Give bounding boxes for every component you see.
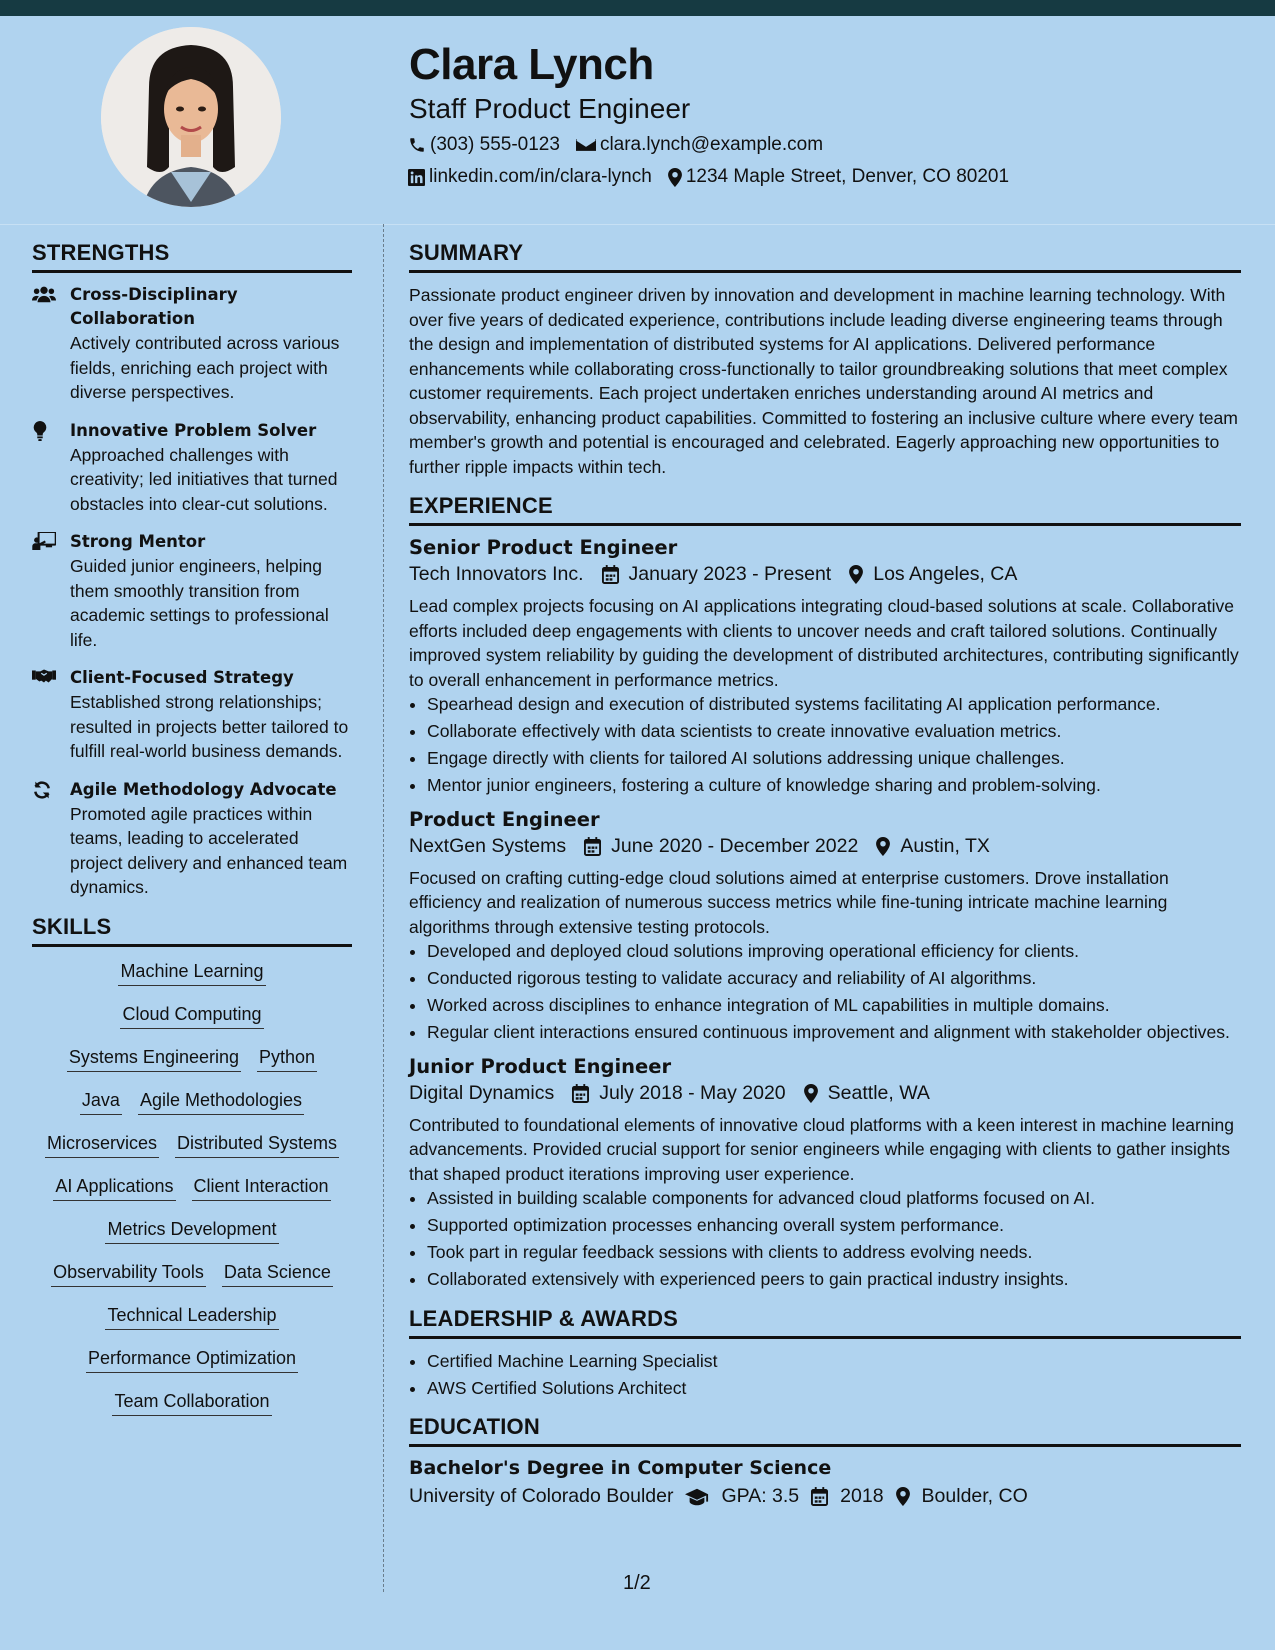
calendar-icon [572, 1084, 589, 1103]
map-pin-icon [849, 565, 863, 584]
skill-tag: Python [257, 1047, 317, 1072]
calendar-icon [811, 1487, 828, 1506]
candidate-title: Staff Product Engineer [409, 93, 691, 124]
job-bullet: • Mentor junior engineers, fostering a culture of knowledge sharing and problem-solving. [427, 773, 1241, 798]
strength-title: Strong Mentor [70, 532, 206, 551]
job-dates: June 2020 - December 2022 [611, 834, 859, 857]
graduation-cap-icon [685, 1488, 709, 1506]
skill-tag: AI Applications [53, 1176, 175, 1201]
skill-tag: Cloud Computing [120, 1004, 263, 1029]
skill-tag: Team Collaboration [112, 1391, 271, 1416]
job-entry [409, 808, 1241, 1045]
teacher-icon [32, 532, 56, 550]
profile-photo [101, 27, 281, 207]
school-name: University of Colorado Boulder [409, 1485, 674, 1507]
skill-tag: Java [80, 1090, 122, 1115]
awards-list [409, 1349, 1241, 1401]
strength-title: Cross-Disciplinary Collaboration [70, 285, 238, 328]
skill-tag: Machine Learning [118, 961, 265, 986]
job-description: Lead complex projects focusing on AI applications integrating cloud-based solutions at scale. Collaborative efforts included deep engagements with clients to uncover needs and craft tailored solutions. Continually improved system reliability by guiding the development of distributed architectures, contributing significantly to overall enhancement in performance metrics. [409, 596, 1239, 690]
job-meta [409, 1082, 1241, 1105]
job-bullet: • Regular client interactions ensured continuous improvement and alignment with stakeholder objectives. [427, 1020, 1241, 1045]
linkedin-icon [408, 169, 425, 186]
strength-item [32, 778, 352, 900]
left-column [32, 240, 352, 1434]
strength-desc: Approached challenges with creativity; led initiatives that turned obstacles into clear-cut solutions. [70, 444, 338, 514]
contact-row-1 [408, 134, 839, 156]
job-title: Senior Product Engineer [409, 536, 678, 559]
job-company: NextGen Systems [409, 834, 567, 857]
strength-item [32, 419, 352, 517]
strength-desc: Established strong relationships; resulted in projects better tailored to fulfill real-world business demands. [70, 692, 349, 761]
map-pin-icon [668, 168, 682, 187]
top-bar [0, 0, 1275, 16]
strengths-heading: STRENGTHS [32, 240, 352, 273]
strength-desc: Promoted agile practices within teams, leading to accelerated project delivery and enhanced team dynamics. [70, 803, 348, 897]
job-bullet: • Supported optimization processes enhancing overall system performance. [427, 1213, 1241, 1238]
refresh-icon [32, 780, 52, 800]
award-item: • AWS Certified Solutions Architect [427, 1376, 1241, 1401]
job-bullet: • Assisted in building scalable components for advanced cloud platforms focused on AI. [427, 1186, 1241, 1211]
job-bullets [409, 1186, 1241, 1292]
skill-tag: Technical Leadership [105, 1305, 278, 1330]
email-text[interactable]: clara.lynch@example.com [599, 134, 824, 155]
skill-tag: Agile Methodologies [138, 1090, 304, 1115]
job-entry [409, 536, 1241, 798]
users-icon [32, 285, 56, 303]
job-location: Los Angeles, CA [873, 563, 1018, 585]
column-divider [383, 224, 384, 1592]
phone-text: (303) 555-0123 [430, 134, 560, 155]
job-location: Austin, TX [900, 834, 990, 857]
strength-desc: Actively contributed across various fields, enriching each project with diverse perspectives. [70, 333, 340, 402]
strength-title: Agile Methodology Advocate [70, 779, 337, 799]
summary-heading: SUMMARY [409, 240, 1241, 273]
awards-heading: LEADERSHIP & AWARDS [409, 1306, 1241, 1339]
gpa-text: GPA: 3.5 [721, 1485, 800, 1507]
strength-item [32, 283, 352, 405]
right-column [409, 240, 1241, 1508]
award-item: • Certified Machine Learning Specialist [427, 1349, 1241, 1374]
job-bullet: • Took part in regular feedback sessions with clients to address evolving needs. [427, 1240, 1241, 1265]
education-meta [409, 1485, 1241, 1508]
header-divider [0, 224, 1275, 225]
page-number: 1/2 [623, 1572, 651, 1594]
map-pin-icon [876, 837, 890, 856]
map-pin-icon [896, 1487, 910, 1506]
address-text: 1234 Maple Street, Denver, CO 80201 [685, 166, 1010, 187]
school-location: Boulder, CO [921, 1485, 1028, 1507]
job-bullet: • Developed and deployed cloud solutions improving operational efficiency for clients. [427, 939, 1241, 964]
calendar-icon [602, 565, 619, 584]
job-bullet: • Collaborated extensively with experienced peers to gain practical industry insights. [427, 1267, 1241, 1292]
graduation-year: 2018 [840, 1485, 884, 1507]
job-description: Contributed to foundational elements of innovative cloud platforms with a keen interest in machine learning advancements. Provided crucial support for senior engineers while engaging with clients to gather insights that shaped product iterations improving user experience. [409, 1114, 1234, 1184]
education-heading: EDUCATION [409, 1414, 1241, 1447]
email-contact[interactable] [576, 134, 823, 156]
degree-title: Bachelor's Degree in Computer Science [409, 1457, 832, 1479]
summary-text: Passionate product engineer driven by innovation and development in machine learning technology. With over five years of dedicated experience, contributions include leading diverse engineering teams through the design and implementation of distributed systems for AI applications. Delivered performance enhancements while collaborating cross-functionally to tailor groundbreaking solutions that meet complex customer requirements. Each project undertaken enriches understanding around AI metrics and observability, enhancing product capabilities. Committed to fostering an inclusive culture where every team member's growth and potential is encouraged and celebrated. Eagerly approaching new opportunities to further ripple impacts within tech. [409, 285, 1238, 477]
contact-row-2 [408, 166, 1025, 188]
phone-icon [408, 136, 426, 154]
job-bullet: • Worked across disciplines to enhance integration of ML capabilities in multiple domains. [427, 993, 1241, 1018]
job-location: Seattle, WA [827, 1081, 930, 1104]
job-dates: July 2018 - May 2020 [599, 1081, 786, 1104]
skill-tag: Systems Engineering [67, 1047, 241, 1072]
job-dates: January 2023 - Present [628, 563, 832, 585]
address-contact [668, 166, 1009, 188]
skills-heading: SKILLS [32, 914, 352, 947]
job-bullet: • Spearhead design and execution of distributed systems facilitating AI application performance. [427, 692, 1241, 717]
job-title: Junior Product Engineer [409, 1054, 672, 1078]
experience-heading: EXPERIENCE [409, 493, 1241, 526]
job-bullets [409, 939, 1241, 1045]
calendar-icon [584, 837, 601, 856]
skill-tag: Performance Optimization [86, 1348, 298, 1373]
strength-item [32, 530, 352, 652]
linkedin-text[interactable]: linkedin.com/in/clara-lynch [429, 166, 652, 187]
strength-title: Client-Focused Strategy [70, 668, 294, 687]
job-bullet: • Engage directly with clients for tailored AI solutions addressing unique challenges. [427, 746, 1241, 771]
skill-tag: Microservices [45, 1133, 159, 1158]
skill-tag: Metrics Development [105, 1219, 278, 1244]
strength-desc: Guided junior engineers, helping them smoothly transition from academic settings to professional life. [70, 556, 329, 650]
skill-tag: Client Interaction [192, 1176, 331, 1201]
handshake-icon [32, 668, 56, 684]
job-company: Tech Innovators Inc. [409, 563, 584, 585]
skill-tag: Observability Tools [51, 1262, 206, 1287]
job-company: Digital Dynamics [409, 1081, 555, 1104]
candidate-name: Clara Lynch [409, 40, 654, 89]
job-meta [409, 835, 1241, 858]
job-bullet: • Collaborate effectively with data scientists to create innovative evaluation metrics. [427, 719, 1241, 744]
job-bullet: • Conducted rigorous testing to validate accuracy and reliability of AI algorithms. [427, 966, 1241, 991]
linkedin-contact[interactable] [408, 166, 652, 188]
skills-list [32, 957, 352, 1434]
strength-title: Innovative Problem Solver [70, 420, 317, 440]
phone-contact [408, 134, 560, 156]
skill-tag: Data Science [222, 1262, 333, 1287]
job-bullets [409, 692, 1241, 798]
skill-tag: Distributed Systems [175, 1133, 339, 1158]
map-pin-icon [804, 1084, 818, 1103]
job-entry [409, 1055, 1241, 1292]
job-meta [409, 563, 1241, 586]
strength-item [32, 666, 352, 764]
envelope-icon [576, 137, 596, 153]
job-title: Product Engineer [409, 807, 600, 831]
lightbulb-icon [32, 421, 48, 441]
job-description: Focused on crafting cutting-edge cloud solutions aimed at enterprise customers. Drove installation efficiency and realization of numerous success metrics while fine-tuning intricate machine learning algorithms through extensive testing protocols. [409, 867, 1169, 937]
